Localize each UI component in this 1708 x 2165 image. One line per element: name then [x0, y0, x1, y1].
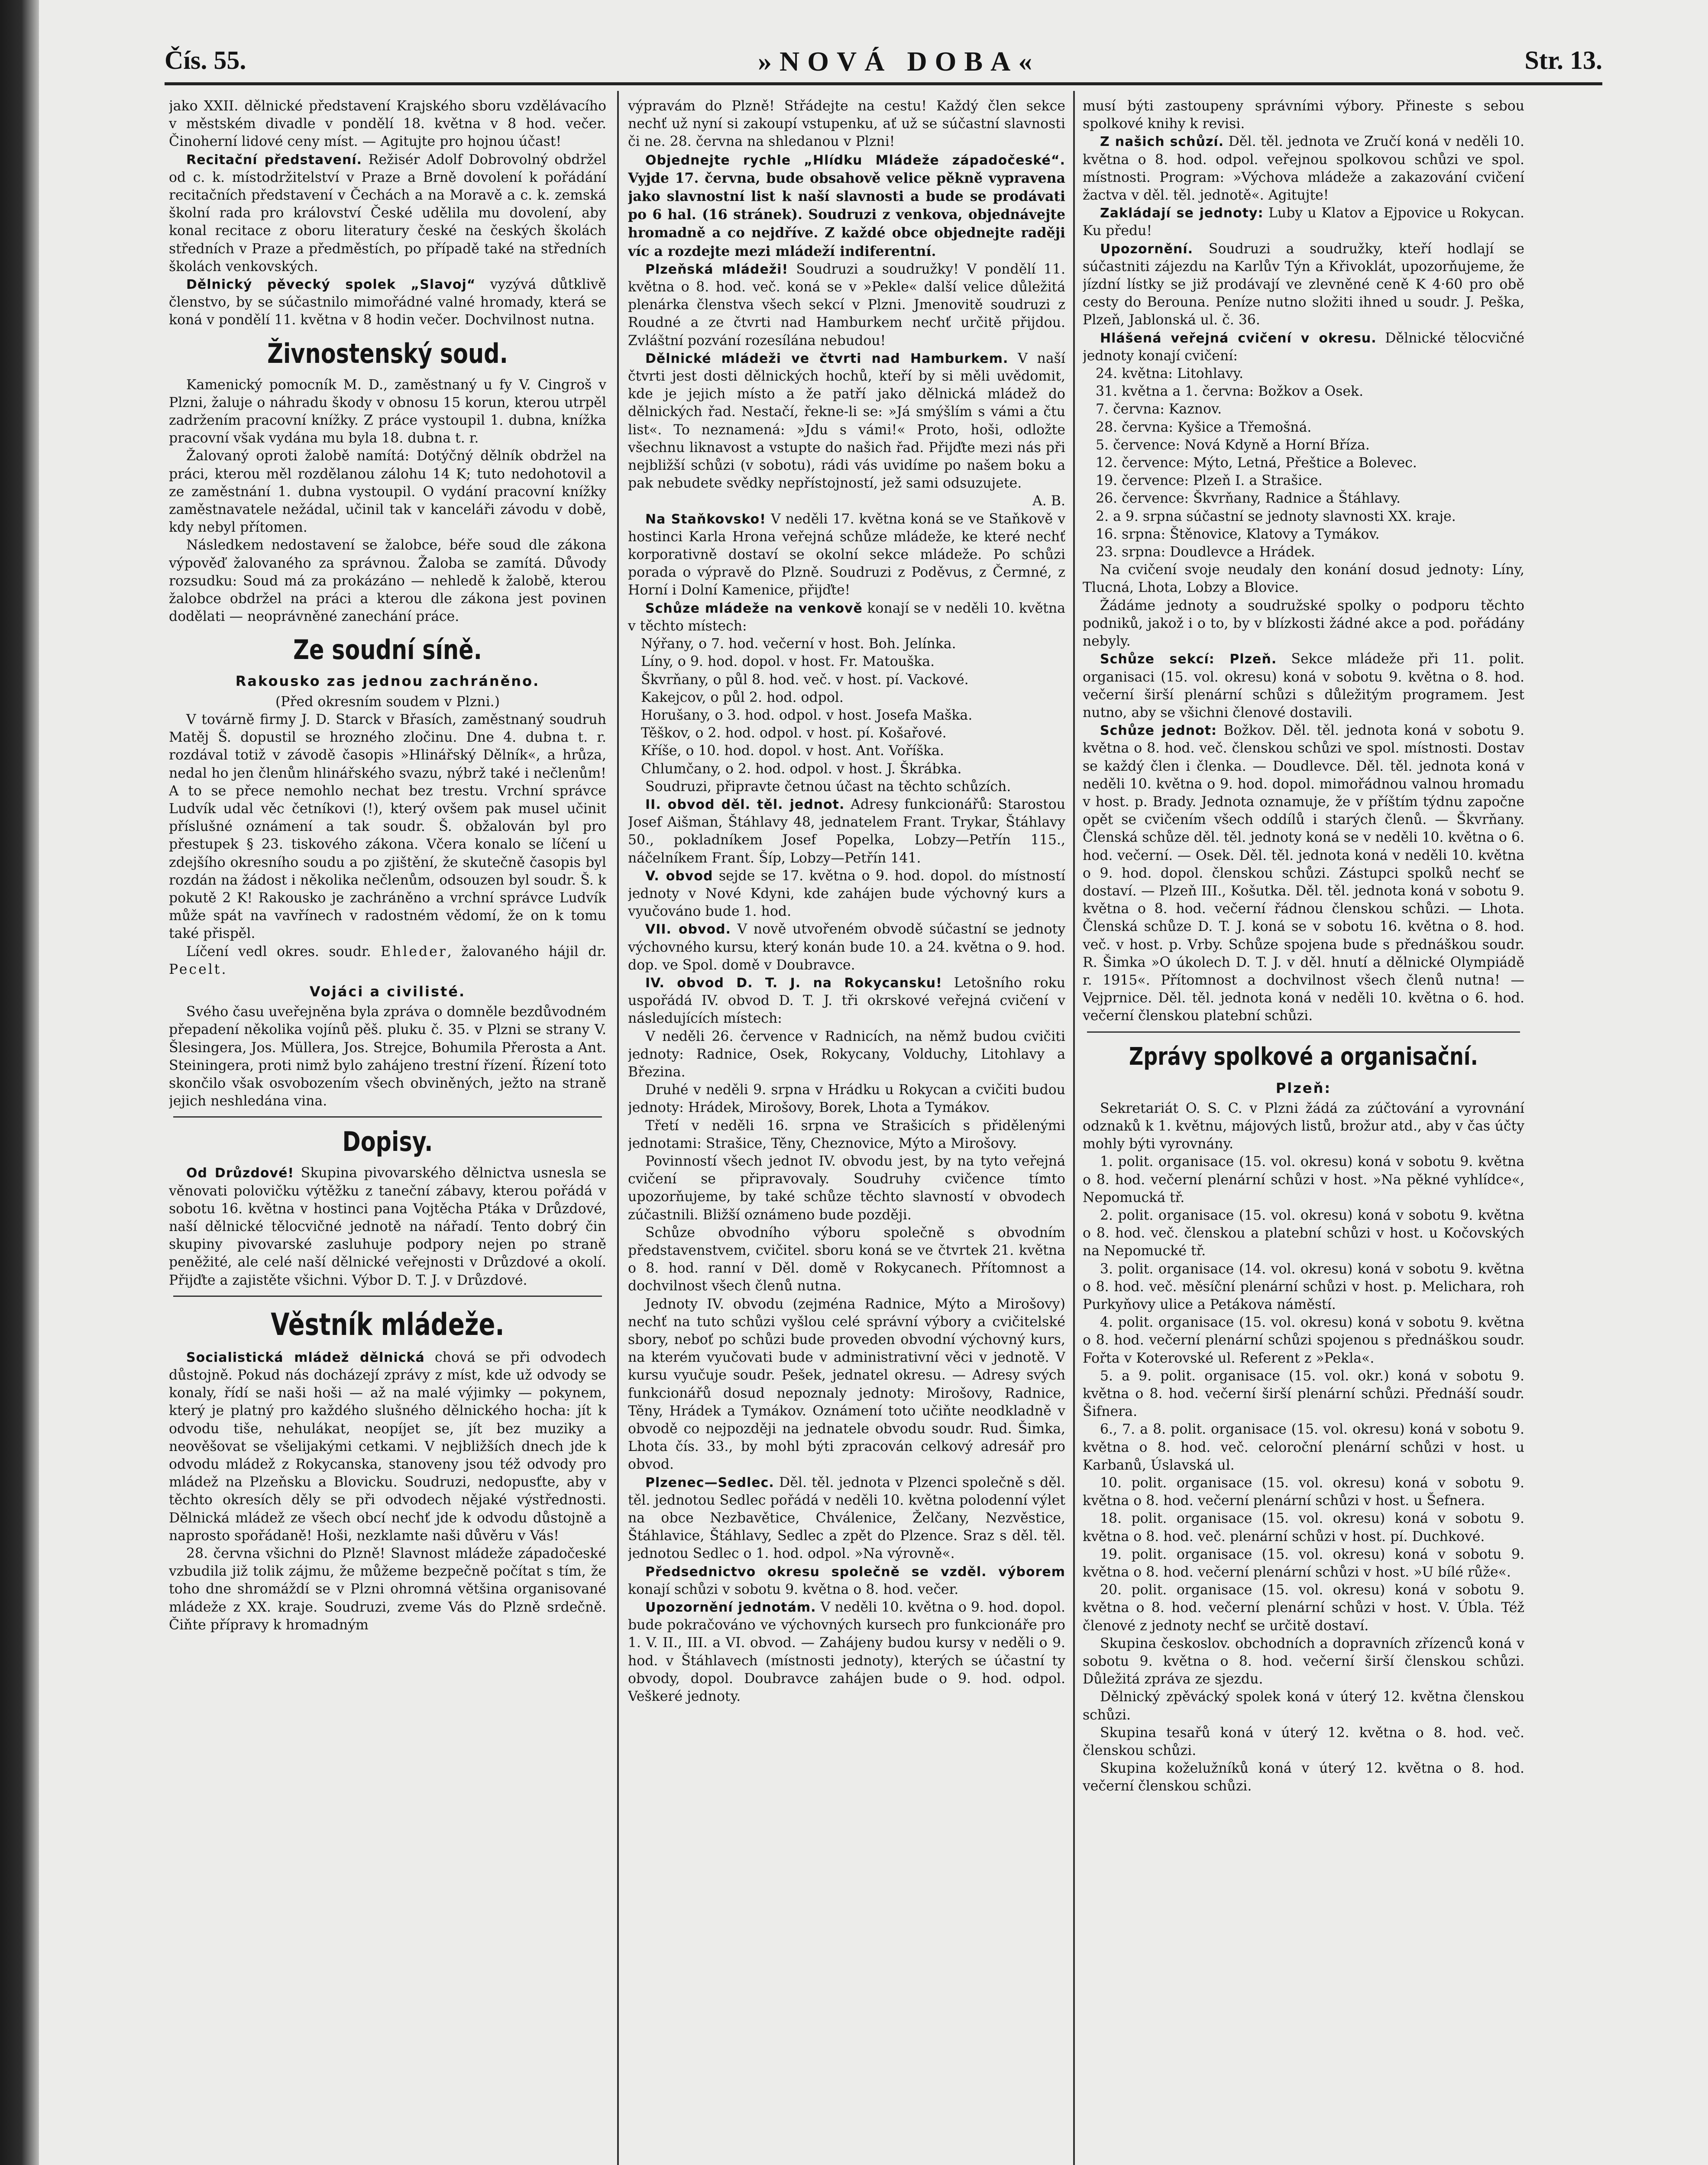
article-paragraph: II. obvod děl. těl. jednot. Adresy funkcionářů: Starostou Josef Aišman, Štáhlavy 48, jednatelem Frant. Trykar, Štáhlavy 50., pokladníkem Josef Popelka, Lobzy—Petřín 115., náčelníkem Frant. Šíp, Lobzy—Petřín 141.: [628, 796, 1065, 866]
article-paragraph: 28. června všichni do Plzně! Slavnost mládeže západočeské vzbudila již tolik zájmu, že můžeme bezpečně počítat s tím, že toho dne shromáždí se v Plzni ohromná většina organisované mládeže z XX. kraje. Soudruzi, zveme Vás do Plzně srdečně. Čiňte přípravy k hromadným: [169, 1546, 606, 1633]
article-paragraph: 19. polit. organisace (15. vol. okresu) koná v sobotu 9. května o 8. hod. večerní plenární schůzi v host. »U bílé růže«.: [1083, 1546, 1524, 1580]
article-paragraph: výpravám do Plzně! Střádejte na cestu! Každý člen sekce nechť už nyní si zakoupí vstupenku, ať už se súčastní slavnosti či ne. 28. června na shledanou v Plzni!: [628, 98, 1065, 150]
article-paragraph: Povinností všech jednot IV. obvodu jest, by na tyto veřejná cvičení se připravovaly. Soudruhy cvičence tímto upozorňujeme, by také schůze těchto slavností v obvodech zúčastnili. Bližší oznámeno bude později.: [628, 1153, 1065, 1223]
article-paragraph: Žalovaný oproti žalobě namítá: Dotýčný dělník obdržel na práci, kterou měl rozdělanou zálohu 14 K; tuto nedohotovil a ze zaměstnání 1. dubna vystoupil. O vydání pracovní knížky zaměstnavatele nežádal, učinil tak v kanceláři závodu v době, kdy nebyl přítomen.: [169, 448, 606, 536]
article-paragraph: Dělnický pěvecký spolek „Slavoj“ vyzývá důtklivě členstvo, by se súčastnilo mimořádné valné hromady, která se koná v pondělí 11. května v 8 hodin večer. Dochvilnost nutna.: [169, 277, 606, 328]
article-paragraph: Objednejte rychle „Hlídku Mládeže západočeské“. Vyjde 17. června, bude obsahově velice pěkně vypravena jako slavnostní list k naší slavnosti a bude se prodávati po 6 hal. (16 stránek). Soudruzi z venkova, objednávejte hromadně a co nejdříve. Z každé obce objednejte raději víc a rozdejte mezi mládeží indiferentní.: [628, 152, 1065, 259]
list-item: 23. srpna: Doudlevce a Hrádek.: [1096, 544, 1315, 560]
article-paragraph: Schůze obvodního výboru společně s obvodním představenstvem, cvičitel. sboru koná se ve čtvrtek 21. května o 8. hod. ranní v Děl. domě v Rokycanech. Přítomnost a dochvilnost všech členů nutna.: [628, 1225, 1065, 1294]
column-1: [169, 97, 606, 2165]
article-paragraph: V. obvod sejde se 17. května o 9. hod. dopol. do místností jednoty v Nové Kdyni, kde zahájen bude výchovný kurs a vyučováno bude 1. hod.: [628, 868, 1065, 920]
article-paragraph: 2. polit. organisace (15. vol. okresu) koná v sobotu 9. května o 8. hod. več. členskou a platební schůzi v host. u Kočovských na Nepomucké tř.: [1083, 1207, 1524, 1259]
article-paragraph: Líčení vedl okres. soudr. Ehleder, žalovaného hájil dr. Pecelt.: [169, 944, 606, 977]
article-paragraph: Dělnické mládeži ve čtvrti nad Hamburkem. V naší čtvrti jest dosti dělnických hochů, kteří by si měli uvědomit, kde je jejich místo a že patří jako dělnická mládež do dělnických řad. Nestačí, řekne-li se: »Já smýšlím s vámi a čtu list«. To neznamená: »Jdu s vámi!« Proto, hoši, odložte všechnu liknavost a vstupte do našich řad. Přijďte mezi nás při nejbližší schůzi (v sobotu), rádi vás uvidíme po našem boku a pak nebudete svědky nepřístojností, jež sami odsuzujete.: [628, 350, 1065, 491]
section-rule: [173, 1296, 602, 1297]
article-paragraph: Z našich schůzí. Děl. těl. jednota ve Zručí koná v neděli 10. května o 8. hod. odpol. veřejnou spolkovou schůzi ve spol. místnosti. Program: »Výchova mládeže a zakazování cvičení žactva v děl. těl. jednotě«. Agitujte!: [1083, 134, 1524, 204]
article-paragraph: Soudruzi, připravte četnou účast na těchto schůzích.: [645, 779, 1011, 795]
article-paragraph: V továrně firmy J. D. Starck v Břasích, zaměstnaný soudruh Matěj Š. dopustil se hrozného zločinu. Dne 4. dubna t. r. rozdával totiž v závodě časopis »Hlinářský Dělník«, a hrůza, nedal ho jen členům hlinářského svazu, nýbrž také i nečlenům! A to se přece nemohlo nechat bez trestu. Vrchní správce Ludvík udal věc četníkovi (!), který ovšem pak musel učinit příslušné oznámení a tak soudr. Š. obžalován byl pro přestupek § 23. tiskového zákona. Včera konalo se líčení u zdejšího okresního soudu a po zjištění, že skutečně časopis byl rozdán na žádost i několika nečlenům, odsouzen byl soudr. Š. k pokutě 2 K! Rakousko je zachráněno a vrchní správce Ludvík může spát na vavřínech v radostném vědomí, že on k tomu také přispěl.: [169, 711, 606, 942]
article-paragraph: Upozornění. Soudruzi a soudružky, kteří hodlají se súčastniti zájezdu na Karlův Týn a Křivoklát, upozorňujeme, že jízdní lístky se již prodávají ve zlevněné ceně K 4·60 pro obě cesty do Berouna. Peníze nutno složiti ihned u soudr. J. Peška, Plzeň, Jablonská ul. č. 36.: [1083, 241, 1524, 328]
article-paragraph: Skupina koželužníků koná v úterý 12. května o 8. hod. večerní členskou schůzi.: [1083, 1761, 1524, 1794]
article-paragraph: 3. polit. organisace (14. vol. okresu) koná v sobotu 9. května o 8. hod. več. měsíční plenární schůzi v host. p. Melichara, roh Purkyňovy ulice a Petákova náměstí.: [1083, 1261, 1524, 1312]
article-paragraph: Na Staňkovsko! V neděli 17. května koná se ve Staňkově v hostinci Karla Hrona veřejná schůze mládeže, ke které nechť korporativně dostaví se okolní sekce mládeže. Po schůzi porada o výpravě do Plzně. Soudruzi z Poděvus, z Čermné, z Horní i Dolní Kamenice, přijďte!: [628, 511, 1065, 598]
list-item: 7. června: Kaznov.: [1096, 401, 1222, 417]
page-number: Str. 13.: [1524, 46, 1602, 74]
article-paragraph: Schůze jednot: Božkov. Děl. těl. jednota koná v sobotu 9. května o 8. hod. več. členskou schůzi ve spol. místnosti. Dostav se každý člen i členka. — Doudlevce. Děl. těl. jednota koná v neděli 10. května o 9. hod. dopol. mimořádnou valnou hromadu v host. p. Brady. Jednota oznamuje, že v příštím týdnu započne opět se cvičením všech oddílů i starých členů. — Škvrňany. Členská schůze děl. těl. jednoty koná se v neděli 10. května o 6. hod. večerní. — Osek. Děl. těl. jednota koná v neděli 10. května o 9. hod. dopol. členskou schůzi. Zástupci spolků nechť se dostaví. — Plzeň III., Košutka. Děl. těl. jednota koná v sobotu 9. května o 8. hod. večerní řádnou členskou schůzi. — Lhota. Členská schůze D. T. J. koná se v sobotu 16. května o 8. hod. več. v host. p. Vrby. Schůze spojena bude s přednáškou soudr. R. Šimka »O úkolech D. T. J. v děl. hnutí a dělnické Olympiádě r. 1915«. Přítomnost a dochvilnost všech členů nutna! — Vejprnice. Děl. těl. jednota koná v neděli 10. května o 6. hod. večerní členskou platební schůzi.: [1083, 723, 1524, 1024]
article-paragraph: Schůze mládeže na venkově konají se v neděli 10. května v těchto místech:: [628, 600, 1065, 634]
article-paragraph: Plzenec—Sedlec. Děl. těl. jednota v Plzenci společně s děl. těl. jednotou Sedlec pořádá v neděli 10. května polodenní výlet na obce Nezbavětice, Chválenice, Želčany, Nezvěstice, Štáhlavice, Štáhlavy, Sedlec a zpět do Plzence. Sraz s děl. těl. jednotou Sedlec o 1. hod. odpol. »Na výrovně«.: [628, 1474, 1065, 1562]
article-paragraph: Třetí v neděli 16. srpna ve Strašicích s přidělenými jednotami: Strašice, Těny, Cheznovice, Mýto a Mirošovy.: [628, 1118, 1065, 1151]
scan-border: [0, 0, 39, 2165]
list-item: 5. července: Nová Kdyně a Horní Bříza.: [1096, 437, 1370, 453]
list-item: 26. července: Škvrňany, Radnice a Štáhlavy.: [1096, 491, 1401, 507]
list-item: 16. srpna: Štěnovice, Klatovy a Tymákov.: [1096, 526, 1380, 542]
column-rule-2: [1073, 91, 1075, 2165]
column-rule-1: [617, 91, 619, 2165]
section-heading: Ze soudní síně.: [293, 634, 482, 666]
article-paragraph: musí býti zastoupeny správními výbory. Přineste s sebou spolkové knihy k revisi.: [1083, 98, 1524, 132]
article-paragraph: Sekretariát O. S. C. v Plzni žádá za zúčtování a vyrovnání odznaků k 1. květnu, májových listů, brožur atd., aby v čas účty mohly býti vyrovnány.: [1083, 1100, 1524, 1152]
article-paragraph: jako XXII. dělnické představení Krajského sboru vzdělávacího v městském divadle v pondělí 18. května v 8 hod. večer. Činoherní lidové ceny míst. — Agitujte pro hojnou účast!: [169, 98, 606, 150]
list-item: Nýřany, o 7. hod. večerní v host. Boh. Jelínka.: [641, 636, 956, 652]
article-paragraph: Následkem nedostavení se žalobce, béře soud dle zákona výpověď žalovaného za správnou. Žaloba se zamítá. Důvody rozsudku: Soud má za prokázáno — nehledě k žalobě, kterou žalobce obdržel na práci a kterou dle zákona jest povinen dodělati — neoprávněné zanechání práce.: [169, 537, 606, 625]
article-subheadline: (Před okresním soudem v Plzni.): [275, 694, 500, 710]
list-item: 31. května a 1. června: Božkov a Osek.: [1096, 384, 1364, 400]
article-paragraph: Upozornění jednotám. V neděli 10. května o 9. hod. dopol. bude pokračováno ve výchovných kursech pro funkcionáře pro 1. V. II., III. a VI. obvod. — Zahájeny budou kursy v neděli o 9. hod. v Štáhlavech (místnosti jednoty), kterých se účastní ty obvody, dopol. Doubravce zahájen bude o 9. hod. odpol. Veškeré jednoty.: [628, 1600, 1065, 1705]
article-paragraph: V neděli 26. července v Radnicích, na němž budou cvičiti jednoty: Radnice, Osek, Rokycany, Volduchy, Litohlavy a Březina.: [628, 1028, 1065, 1080]
list-item: Škvrňany, o půl 8. hod. več. v host. pí. Vackové.: [641, 672, 969, 688]
list-item: 28. června: Kyšice a Třemošná.: [1096, 419, 1312, 435]
article-paragraph: Druhé v neděli 9. srpna v Hrádku u Rokycan a cvičiti budou jednoty: Hrádek, Mirošovy, Borek, Lhota a Tymákov.: [628, 1082, 1065, 1116]
article-paragraph: 1. polit. organisace (15. vol. okresu) koná v sobotu 9. května o 8. hod. večerní plenární schůzi v host. »Na pěkné vyhlídce«, Nepomucká tř.: [1083, 1154, 1524, 1205]
article-headline: Rakousko zas jednou zachráněno.: [235, 673, 540, 690]
section-rule: [173, 1116, 602, 1118]
article-paragraph: Předsednictvo okresu společně se vzděl. výborem konají schůzi v sobotu 9. května o 8. hod. večer.: [628, 1564, 1065, 1597]
city-subheading: Plzeň:: [1275, 1079, 1332, 1096]
article-paragraph: Svého času uveřejněna byla zpráva o domněle bezdůvodném přepadení několika vojínů pěš. pluku č. 35. v Plzni se strany V. Šlesingera, Jos. Müllera, Jos. Strejce, Bohumila Přerosta a Ant. Steiningera, proti nimž bylo zahájeno trestní řízení. Řízení toto skončilo však osvobozením všech obviněných, ježto na straně jejich neshledána vina.: [169, 1004, 606, 1109]
list-item: Líny, o 9. hod. dopol. v host. Fr. Matouška.: [641, 654, 935, 670]
article-signature: A. B.: [1032, 493, 1065, 509]
page-header: [165, 41, 1602, 80]
article-paragraph: 5. a 9. polit. organisace (15. vol. okr.) koná v sobotu 9. května o 8. hod. večerní širší plenární schůzi. Přednáší soudr. Šifnera.: [1083, 1368, 1524, 1420]
article-paragraph: 6., 7. a 8. polit. organisace (15. vol. okresu) koná v sobotu 9. května o 8. hod. več. celoroční plenární schůzi v host. u Karbanů, Úslavská ul.: [1083, 1422, 1524, 1473]
list-item: Kakejcov, o půl 2. hod. odpol.: [641, 689, 844, 705]
article-paragraph: VII. obvod. V nově utvořeném obvodě súčastní se jednoty výchovného kursu, který konán bude 10. a 24. května o 9. hod. dop. ve Spol. domě v Doubravce.: [628, 921, 1065, 973]
list-item: Chlumčany, o 2. hod. odpol. v host. J. Škrábka.: [641, 761, 962, 777]
article-paragraph: Jednoty IV. obvodu (zejména Radnice, Mýto a Mirošovy) nechť na tuto schůzi vyšlou celé správní výbory a cvičitelské sbory, neboť po schůzi bude proveden obvodní výchovný kurs, na kterém vyučovati bude v administrativní věci v jednotě. V kursu vyučuje soudr. Pešek, jednatel okresu. — Adresy svých funkcionářů dosud nepoznaly jednoty: Mirošovy, Radnice, Těny, Hrádek a Tymákov. Oznámení toto učiňte neodkladně v obvodě co nejpozději na jednatele obvodu soudr. Rud. Šimka, Lhota čís. 33., by mohl býti zpracován celkový adresář pro obvod.: [628, 1296, 1065, 1473]
list-item: Horušany, o 3. hod. odpol. v host. Josefa Maška.: [641, 707, 973, 723]
article-paragraph: Kamenický pomocník M. D., zaměstnaný u fy V. Cingroš v Plzni, žaluje o náhradu škody v obnosu 15 korun, kterou utrpěl zadržením pracovní knížky. Z práce vystoupil 1. dubna, knížka pracovní však vydána mu byla 18. dubna t. r.: [169, 377, 606, 446]
header-rule: [165, 82, 1602, 85]
article-paragraph: 10. polit. organisace (15. vol. okresu) koná v sobotu 9. května o 8. hod. večerní plenární schůzi v host. u Šefnera.: [1083, 1475, 1524, 1509]
list-item: 12. července: Mýto, Letná, Přeštice a Bolevec.: [1096, 455, 1417, 471]
section-heading: Dopisy.: [342, 1126, 433, 1158]
article-paragraph: Od Drůzdové! Skupina pivovarského dělnictva usnesla se věnovati polovičku výtěžku z taneční zábavy, kterou pořádá v sobotu 16. května v hostinci pana Vojtěcha Ptáka v Drůzdové, naší dělnické tělocvičné jednotě na nářadí. Tento dobrý čin skupiny pivovarské zasluhuje podpory nejen po straně peněžité, ale celé naší dělnické veřejnosti v Drůzdové a okolí. Přijďte a zajistěte všichni. Výbor D. T. J. v Drůzdové.: [169, 1165, 606, 1288]
section-heading: Věstník mládeže.: [271, 1306, 505, 1342]
section-heading: Živnostenský soud.: [267, 337, 508, 369]
article-paragraph: Na cvičení svoje neudaly den konání dosud jednoty: Líny, Tlucná, Lhota, Lobzy a Blovice.: [1083, 562, 1524, 596]
article-paragraph: IV. obvod D. T. J. na Rokycansku! Letošního roku uspořádá IV. obvod D. T. J. tři okrskové veřejná cvičení v následujících místech:: [628, 975, 1065, 1027]
article-paragraph: Hlášená veřejná cvičení v okresu. Dělnické tělocvičné jednoty konají cvičení:: [1083, 330, 1524, 364]
list-item: 2. a 9. srpna súčastní se jednoty slavnosti XX. kraje.: [1096, 508, 1456, 524]
section-heading: Zprávy spolkové a organisační.: [1129, 1042, 1478, 1071]
article-paragraph: Zakládají se jednoty: Luby u Klatov a Ejpovice u Rokycan. Ku předu!: [1083, 205, 1524, 239]
article-paragraph: 20. polit. organisace (15. vol. okresu) koná v sobotu 9. května o 8. hod. večerní plenární schůzi v host. V. Úbla. Též členové z jednoty nechť se určitě dostaví.: [1083, 1582, 1524, 1634]
article-paragraph: Recitační představení. Režisér Adolf Dobrovolný obdržel od c. k. místodržitelství v Praze a Brně dovolení k pořádání recitačních představení v Čechách a na Moravě a c. k. zemská školní rada pro království České udělila mu dovolení, aby konal recitace z oboru literatury české na českých školách středních v Praze a předměstích, po případě také na středních školách venkovských.: [169, 152, 606, 275]
article-paragraph: Skupina tesařů koná v úterý 12. května o 8. hod. več. členskou schůzi.: [1083, 1725, 1524, 1759]
column-3: [1083, 97, 1524, 2165]
article-paragraph: Schůze sekcí: Plzeň. Sekce mládeže při 11. polit. organisaci (15. vol. okresu) koná v sobotu 9. května o 8. hod. večerní širší plenární schůzi s důležitým programem. Jest nutno, aby se všichni členové dostavili.: [1083, 651, 1524, 721]
article-paragraph: Dělnický zpěvácký spolek koná v úterý 12. května členskou schůzi.: [1083, 1689, 1524, 1723]
article-paragraph: 18. polit. organisace (15. vol. okresu) koná v sobotu 9. května o 8. hod. več. plenární schůzi v host. pí. Duchkové.: [1083, 1511, 1524, 1545]
list-item: Těškov, o 2. hod. odpol. v host. pí. Košařové.: [641, 725, 947, 741]
article-paragraph: Žádáme jednoty a soudružské spolky o podporu těchto podniků, jakož i o to, by v blízkosti žádné akce a pod. pořádány nebyly.: [1083, 598, 1524, 650]
article-paragraph: Socialistická mládež dělnická chová se při odvodech důstojně. Pokud nás docházejí zprávy z míst, kde už odvody se konaly, řídí se naši hoši — až na malé výjimky — pokynem, který je platný pro každého slušného dělnického hocha: jít k odvodu tiše, nehulákat, neopíjet se, jít bez muziky a neověšovat se všelijakými cetkami. V nejbližších dnech jde k odvodu mládež z Rokycanska, stanoveny jsou též odvody pro mládež na Plzeňsku a Blovicku. Soudruzi, nedopusťte, aby v těchto okresích děly se při odvodech nějaké výstřednosti. Dělnická mládež ze všech obcí nechť jde k odvodu důstojně a naprosto spořádaně! Hoši, nezklamte naši důvěru v Vás!: [169, 1349, 606, 1544]
section-rule: [1087, 1031, 1520, 1033]
article-paragraph: Skupina českoslov. obchodních a dopravních zřízenců koná v sobotu 9. května o 8. hod. večerní širší členskou schůzi. Důležitá zpráva ze sjezdu.: [1083, 1635, 1524, 1687]
list-item: 24. května: Litohlavy.: [1096, 366, 1244, 382]
issue-number: Čís. 55.: [165, 46, 246, 74]
article-paragraph: 4. polit. organisace (15. vol. okresu) koná v sobotu 9. května o 8. hod. večerní plenární schůzi spojenou s přednáškou soudr. Fořta v Koterovské ul. Referent z »Pekla«.: [1083, 1315, 1524, 1366]
list-item: 19. července: Plzeň I. a Strašice.: [1096, 473, 1323, 489]
newspaper-title: »NOVÁ DOBA«: [758, 46, 1040, 77]
column-2: [628, 97, 1065, 2165]
list-item: Kříše, o 10. hod. dopol. v host. Ant. Voříška.: [641, 743, 945, 759]
article-headline: Vojáci a civilisté.: [309, 983, 466, 1000]
article-paragraph: Plzeňská mládeži! Soudruzi a soudružky! V pondělí 11. května o 8. hod. več. koná se v »Pekle« další velice důležitá plenárka členstva všech sekcí v Plzni. Jmenovitě soudruzi z Roudné a ze čtvrti nad Hamburkem nechť určitě přijdou. Zvláštní pozvání rozesílána nebudou!: [628, 261, 1065, 349]
